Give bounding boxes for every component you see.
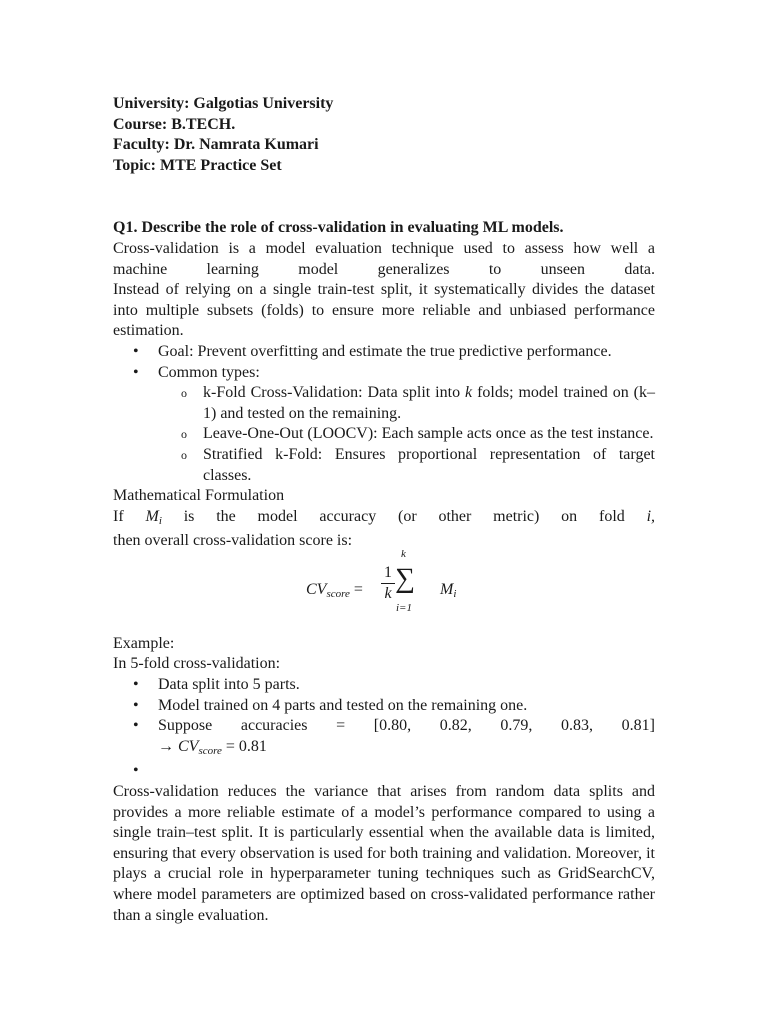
intro-line-1: Cross-validation is a model evaluation technique used to assess how well a: [113, 239, 655, 257]
cv-symbol: CV: [178, 737, 199, 755]
arrow: →: [158, 737, 178, 755]
document-content: [113, 94, 655, 926]
example-intro: In 5-fold cross-validation:: [113, 655, 281, 673]
formula-m: M: [440, 580, 454, 598]
formula-score-sub: score: [326, 587, 350, 600]
bullet-common-types: • Common types:: [113, 363, 655, 384]
acc-word: =: [336, 717, 346, 735]
header-course: Course: B.TECH.: [113, 115, 236, 133]
if-word: If: [113, 507, 124, 525]
header-topic: Topic: MTE Practice Set: [113, 156, 282, 174]
type-kfold: [113, 383, 655, 424]
acc-word: 0.81]: [621, 717, 655, 735]
if-rest: is the model accuracy (or other metric) on fold: [183, 507, 625, 525]
example-bullet-list: [113, 675, 655, 782]
intro-paragraph: Instead of relying on a single train-test split, it systematically divides the dataset into multiple subsets (folds) to ensure more reliable and unbiased performance estimation.: [113, 281, 655, 340]
bullet-goal: • Goal: Prevent overfitting and estimate the true predictive performance.: [113, 342, 655, 363]
intro-line-2: machine learning model generalizes to unseen data.: [113, 260, 655, 278]
i-subscript: i: [158, 514, 162, 527]
acc-word: 0.83,: [560, 717, 593, 735]
acc-word: 0.82,: [439, 717, 472, 735]
cv-score-formula: [113, 547, 655, 624]
formula-denominator: k: [384, 584, 392, 602]
acc-word: accuracies: [240, 717, 308, 735]
acc-word: [0.80,: [373, 717, 412, 735]
accuracies-row: [158, 716, 655, 737]
cv-value: = 0.81: [221, 737, 267, 755]
formula-numerator: 1: [384, 563, 392, 581]
math-heading: Mathematical Formulation: [113, 487, 285, 505]
formula-term: [440, 580, 456, 605]
question-title: Q1. Describe the role of cross-validation in evaluating ML models.: [113, 219, 564, 237]
m-symbol: M: [145, 507, 159, 525]
example-bullet-empty: [113, 761, 655, 782]
acc-word: 0.79,: [500, 717, 533, 735]
formula-sum-lower: i=1: [396, 601, 412, 614]
cv-result-line: [158, 737, 655, 762]
example-bullet-3: [113, 716, 655, 761]
if-line: [113, 507, 655, 532]
formula-sum-upper: k: [401, 547, 406, 560]
main-bullet-list: [113, 342, 655, 383]
formula-sigma: ∑: [395, 562, 415, 594]
formula-equals: =: [353, 580, 363, 598]
example-label: Example:: [113, 634, 175, 652]
example-bullet-1: • Data split into 5 parts.: [113, 675, 655, 696]
type-kfold-text-b: folds; model trained on (k–1) and tested on the remaining.: [203, 384, 655, 422]
formula-lhs: [306, 580, 363, 605]
cv-score-sub: score: [198, 744, 222, 757]
formula-fraction-bar: [381, 583, 395, 584]
acc-word: • Suppose: [158, 717, 213, 735]
fold-i: i,: [646, 507, 656, 525]
header-university: University: Galgotias University: [113, 95, 334, 112]
type-stratified: o Stratified k-Fold: Ensures proportional representation of target classes.: [113, 445, 655, 486]
then-line: then overall cross-validation score is:: [113, 532, 353, 550]
type-kfold-text-a: k-Fold Cross-Validation: Data split into: [203, 384, 466, 402]
type-loocv: o Leave-One-Out (LOOCV): Each sample acts once as the test instance.: [113, 424, 655, 445]
formula-i-sub: i: [453, 587, 457, 600]
formula-cv: CV: [306, 580, 327, 598]
conclusion-paragraph: Cross-validation reduces the variance that arises from random data splits and provides a more reliable estimate of a model’s performance compared to using a single train–test split. It is particularly essential when the available data is limited, ensuring that every observation is used for both training and validation. Moreover, it plays a crucial role in hyperparameter tuning techniques such as GridSearchCV, where model parameters are optimized based on cross-validated performance rather than a single evaluation.: [113, 783, 655, 924]
formula-fraction: [381, 564, 395, 603]
example-bullet-2: • Model trained on 4 parts and tested on the remaining one.: [113, 696, 655, 717]
type-kfold-k: k: [465, 384, 473, 402]
types-sub-list: [113, 383, 655, 486]
header-faculty: Faculty: Dr. Namrata Kumari: [113, 136, 319, 154]
m-i-symbol: [145, 508, 161, 525]
